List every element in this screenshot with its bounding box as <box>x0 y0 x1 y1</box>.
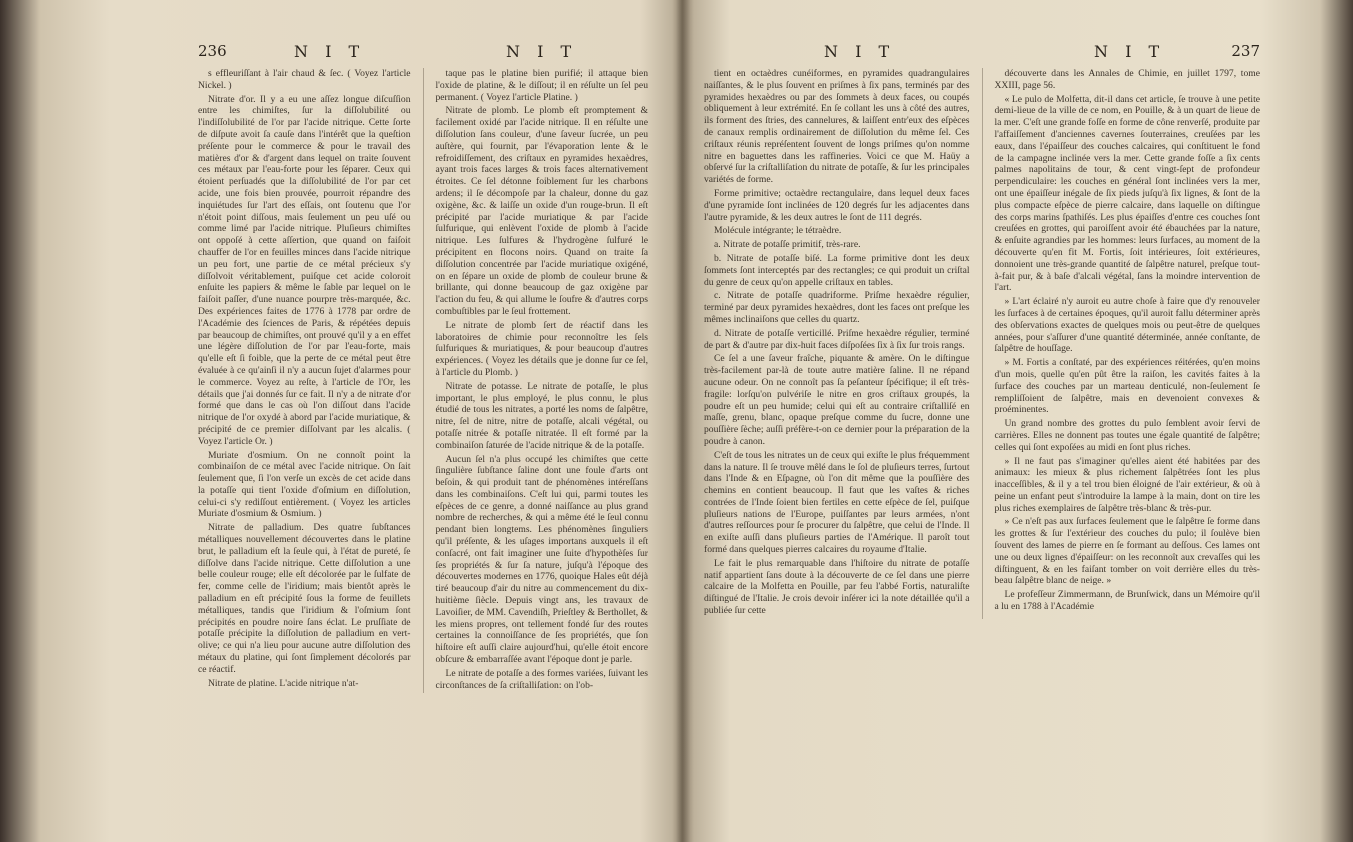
paragraph: Molécule intégrante; le tétraèdre. <box>714 225 842 237</box>
paragraph: Muriate d'osmium. On ne connoît point la combinaiſon de ce métal avec l'acide nitrique. On ſait ſeulement que, ſi l'on verſe un excès de cet acide dans la potaſſe qui tient l'oxide d'oſmium en diſſolution, celui-ci s'y rediſſout entièrement. ( Voyez les articles Muriate d'osmium & Osmium. ) <box>198 449 411 520</box>
paragraph: Forme primitive; octaèdre rectangulaire, dans lequel deux faces d'une pyramide ſont inclinées de 120 degrés ſur les adjacentes dans l'autre pyramide, & les deux autres le ſont de 111 degrés. <box>704 187 970 223</box>
right-page-number: 237 <box>1231 42 1260 60</box>
paragraph: Nitrate de platine. L'acide nitrique n'at- <box>208 677 359 689</box>
paragraph: b. Nitrate de potaſſe biſé. La forme primitive dont les deux ſommets ſont interceptés par des rectangles; ce qui produit un criſtal du genre de ceux qu'on appelle criſtaux en tables. <box>704 252 970 288</box>
column-rule <box>982 68 983 619</box>
paragraph: taque pas le platine bien purifié; il attaque bien l'oxide de platine, & le diſſout; il en réſulte un ſel peu permanent. ( Voyez l'article Platine. ) <box>435 68 648 103</box>
paragraph: « Le pulo de Molfetta, dit-il dans cet article, ſe trouve à une petite demi-lieue de la ville de ce nom, en Pouille, & à un quart de lieue de la mer. C'eſt une grande foſſe en forme de cône renverſé, produite par l'affaiſſement d'anciennes cavernes ſouterraines, creuſées par les eaux, dans l'épaiſſeur des couches calcaires, qui conſtituent le fond de la campagne inclinée vers la mer. Cette grande foſſe a ſix cents palmes napolitains de tour, & cent vingt-ſept de profondeur perpendiculaire: les couches en général ſont inclinées vers la mer, ont une épaiſſeur inégale de ſix pieds juſqu'à ſix lignes, & ſont de la plus compacte eſpèce de pierre calcaire, dans laquelle on diſtingue des corps marins ſpathiſés. Les plus épaiſſes d'entre ces couches ſont creuſées en grottes, qui paroiſſent avoir été ébauchées par la nature, & enſuite agrandies par les hommes: leurs ſurfaces, au moment de la découverte qu'en fit M. Fortis, ſoit intérieures, ſoit extérieures, donnoient une très-grande quantité de ſalpêtre naturel, preſque tout-à-fait pur, & à baſe d'alcali végétal, ſans la moindre intervention de l'art. <box>994 93 1260 294</box>
right-column-1 <box>704 68 970 619</box>
paragraph: » Ce n'eſt pas aux ſurfaces ſeulement que le ſalpêtre ſe forme dans les grottes & ſur l'extérieur des couches du pulo; il ſoulève bien ſouvent des lames de pierre en ſe formant au deſſous. Ces lames ont une ou deux lignes d'épaiſſeur: on les reconnoît aux crevaſſes qui les diſtinguent, & en les faiſant tomber on voit derrière elles du très-beau ſalpêtre blanc de neige. » <box>994 516 1260 587</box>
paragraph: Aucun ſel n'a plus occupé les chimiſtes que cette ſingulière ſubſtance ſaline dont une foule d'arts ont beſoin, & qui produit tant de phénomènes intéreſſans dans les combinaiſons. C'eſt lui qui, parmi toutes les eſpèces de ce genre, a donné naiſſance au plus grand nombre de recherches, & qui a même été le ſeul connu pendant bien longtems. Les phénomènes ſinguliers qu'il préſente, & les uſages importans auxquels il eſt conſacré, ont fait imaginer une ſuite d'hypothèſes ſur ſes propriétés & ſur ſa nature, juſqu'à l'époque des découvertes modernes en 1776, quoique Hales eût déjà tiré beaucoup d'air du nitre au commencement du dix-huitième ſiècle. Depuis vingt ans, les travaux de Lavoiſier, de MM. Cavendiſh, Prieſtley & Berthollet, & les miens propres, ont tellement fondé ſur des routes certaines la connoiſſance de ſes propriétés, que ſon hiſtoire eſt auſſi claire aujourd'hui, qu'elle étoit encore obſcure & embarraſſée avant l'époque dont je parle. <box>435 453 648 666</box>
paragraph: » Il ne faut pas s'imaginer qu'elles aient été habitées par des animaux: les mieux & plus richement ſalpêtrées ſont les plus inacceſſibles, & il y a tel trou bien éloigné de l'air extérieur, & où à peine un enfant peut s'introduire la lampe à la main, dont on tire les plus riches exemplaires de ſalpêtre très-blanc & très-pur. <box>994 455 1260 514</box>
left-head-word-2: N I T <box>506 42 578 61</box>
right-running-head <box>704 40 1260 68</box>
right-column-2 <box>994 68 1260 619</box>
paragraph: Le nitrate de plomb ſert de réactif dans les laboratoires de chimie pour reconnoître les ſels ſulfuriques & muriatiques, & pour beaucoup d'autres expériences. ( Voyez les détails que je donne ſur ce ſel, à l'article du Plomb. ) <box>435 319 648 378</box>
paragraph: s effleuriſſant à l'air chaud & ſec. ( Voyez l'article Nickel. ) <box>198 68 411 91</box>
left-running-head <box>198 40 648 68</box>
paragraph: Nitrate d'or. Il y a eu une aſſez longue diſcuſſion entre les chimiſtes, ſur la diſſolubilité ou l'indiſſolubilité de l'or par l'acide nitrique. Cette ſorte de diſpute avoit ſa cauſe dans l'intérêt que la queſtion préſente pour le commerce & pour le travail des matières d'or & d'argent dans lequel on traite ſouvent ces métaux par l'eau-forte pour les ſéparer. Ceux qui étoient perſuadés que la diſſolubilité de l'or par cet acide, une fois bien prouvée, pourroit répandre des inquiétudes ſur l'art des eſſais, ont ſoutenu que l'or n'étoit point diſſous, mais ſeulement un peu uſé ou comme limé par l'acide nitrique. Pluſieurs chimiſtes ont oppoſé à cette aſſertion, que quand on faiſoit chauffer de l'or en feuilles minces dans l'acide nitrique un peu fort, une partie de ce métal précieux s'y diſſolvoit véritablement, puiſque cet acide coloroit enſuite les papiers & même le ſable par lequel on le faiſoit paſſer, d'une nuance pourpre très-marquée, &c. Des expériences faites de 1776 à 1778 par ordre de l'Académie des ſciences de Paris, & répétées depuis par beaucoup de chimiſtes, ont prouvé qu'il y a en effet une légère diſſolution de l'or par l'eau-forte, mais qu'elle eſt ſi foible, que la perte de ce métal peut être évaluée à ce qu'ainſi il n'y a aucun ſujet d'alarmes pour le commerce. Voyez au reſte, à l'article de l'Or, les détails que j'ai donnés ſur ce fait. Il n'y a de nitrate d'or formé que dans le cas où l'on diſſout dans l'acide nitrique de l'or oxydé à abord par l'acide muriatique, & précipité de ce premier diſſolvant par les alcalis. ( Voyez l'article Or. ) <box>198 93 411 447</box>
paragraph: Nitrate de plomb. Le plomb eſt promptement & facilement oxidé par l'acide nitrique. Il en réſulte une diſſolution ſans couleur, d'une ſaveur ſucrée, un peu auſtère, qui fournit, par l'évaporation lente & le refroidiſſement, des criſtaux en pyramides hexaèdres, ayant trois faces larges & trois faces alternativement étroites. Ce ſel détonne foiblement ſur les charbons ardens; il ſe décompoſe par la chaleur, donne du gaz oxigène, &c. & laiſſe un oxide d'un rouge-brun. Il eſt précipité par l'acide muriatique & par l'acide ſulfurique, qui enlèvent l'oxide de plomb à l'acide nitrique. Les ſulfures & l'hydrogène ſulfuré le précipitent en flocons noirs. Quand on traite ſa diſſolution concentrée par l'acide muriatique oxigéné, on en ſépare un oxide de plomb de couleur brune & brillante, qui donne beaucoup de gaz oxigène par l'action du feu, & qui allume le ſoufre & d'autres corps combuſtibles par le ſeul frottement. <box>435 105 648 317</box>
right-head-word-2: N I T <box>1094 42 1166 61</box>
paragraph: Le profeſſeur Zimmermann, de Brunſwick, dans un Mémoire qu'il a lu en 1788 à l'Académie <box>994 589 1260 613</box>
left-column-2 <box>435 68 648 693</box>
paragraph: » M. Fortis a conſtaté, par des expériences réitérées, qu'en moins d'un mois, quelle qu'en pût être la raiſon, les cavités faites à la ſurface des couches par un marteau denticulé, non-ſeulement ſe rempliſſoient de ſalpêtre, mais en devenoient convexes & proéminentes. <box>994 357 1260 416</box>
gutter-shadow <box>672 0 694 842</box>
paragraph: tient en octaèdres cunéiformes, en pyramides quadrangulaires naiſſantes, & le plus ſouvent en priſmes à ſix pans, terminés par des pyramides hexaèdres ou par des ſommets à deux faces, ou coupés obliquement à leur extrémité. En ſe collant les uns à côté des autres, ils forment des ſtries, des cannelures, & laiſſent entr'eux des eſpèces de canaux remplis ordinairement de diſſolution du même ſel. Ces criſtaux réunis repréſentent ſouvent de longs priſmes qu'on nomme nitre en baguettes dans les raffineries. Voici ce que M. Haüy a obſervé ſur la criſtalliſation du nitrate de potaſſe, & ſur les principales variétés de forme. <box>704 68 970 186</box>
paragraph: Nitrate de palladium. Des quatre ſubſtances métalliques nouvellement découvertes dans le platine brut, le palladium eſt la ſeule qui, à l'état de pureté, ſe diſſolve dans l'acide nitrique. Cette diſſolution a une belle couleur rouge; elle eſt décolorée par le ſulfate de fer, comme celle de l'iridium; mais bientôt après le palladium en eſt précipité ſous la forme de feuillets métalliques, tandis que l'iridium & l'oſmium ſont précipités en poudre noire ſans éclat. Le pruſſiate de potaſſe précipite la diſſolution de palladium en vert-olive; ce qui n'a lieu pour aucune autre diſſolution des métaux du platine, qui ſont ſimplement décolorés par ce réactif. <box>198 522 411 675</box>
paragraph: découverte dans les Annales de Chimie, en juillet 1797, tome XXIII, page 56. <box>994 68 1260 91</box>
paragraph: d. Nitrate de potaſſe verticillé. Priſme hexaèdre régulier, terminé de part & d'autre par dix-huit faces diſpoſées ſix à ſix ſur trois rangs. <box>704 327 970 351</box>
paragraph: a. Nitrate de potaſſe primitif, très-rare. <box>714 239 861 251</box>
paragraph: Le fait le plus remarquable dans l'hiſtoire du nitrate de potaſſe natif appartient ſans doute à la découverte de ce ſel dans une pierre calcaire de la Molfetta en Pouille, par feu l'abbé Fortis, naturaliſte diſtingué de l'Italie. Je crois devoir inſérer ici la note détaillée qu'il a publiée ſur cette <box>704 557 970 617</box>
paragraph: Un grand nombre des grottes du pulo ſemblent avoir ſervi de carrières. Elles ne donnent pas toutes une égale quantité de ſalpêtre; celles qui ſont expoſées au midi en ſont plus riches. <box>994 418 1260 453</box>
left-column-1 <box>198 68 411 693</box>
paragraph: » L'art éclairé n'y auroit eu autre choſe à faire que d'y renouveler les ſurfaces à de certaines époques, qu'il auroit fallu déterminer après des obſervations exactes de quelques mois ou peut-être de quelques années, pour s'aſſurer d'une quantité déterminée, année conſtante, de ſalpêtre de houſſage. <box>994 296 1260 355</box>
column-rule <box>423 68 424 693</box>
right-page <box>704 40 1260 619</box>
paragraph: Le nitrate de potaſſe a des formes variées, ſuivant les circonſtances de ſa criſtalliſation: on l'ob- <box>435 667 648 691</box>
left-page <box>198 40 648 693</box>
paragraph: C'eſt de tous les nitrates un de ceux qui exiſte le plus fréquemment dans la nature. Il ſe trouve mêlé dans le ſol de pluſieurs terres, ſurtout dans l'Inde & en Eſpagne, où l'on dit même que la pouſſière des chemins en contient beaucoup. Il faut que les vaſtes & riches contrées de l'Inde ſoient bien fertiles en cette eſpèce de ſel, puiſque pluſieurs nations de l'Europe, puiſſantes par leurs armées, n'ont d'autres reſſources pour ſe procurer du ſalpêtre, que celui de l'Inde. Il en exiſte auſſi dans pluſieurs parties de l'Amérique. Il paroît tout formé dans quelques pierres calcaires du royaume d'Italie. <box>704 449 970 556</box>
paragraph: Ce ſel a une ſaveur fraîche, piquante & amère. On le diſtingue très-facilement par-là de toute autre matière ſaline. Il ne répand aucune odeur. On ne connoît pas ſa peſanteur ſpécifique; il eſt très-fragile: lorſqu'on pulvériſe le nitre en gros criſtaux groupés, la poudre eſt un peu humide; celui qui eſt au contraire criſtalliſé en maſſe, grenu, blanc, opaque preſque comme du ſucre, donne une pouſſière ſèche; auſſi préfère-t-on ce dernier pour la préparation de la poudre à canon. <box>704 353 970 447</box>
left-head-word: N I T <box>294 42 366 61</box>
paragraph: c. Nitrate de potaſſe quadriforme. Priſme hexaèdre régulier, terminé par deux pyramides hexaèdres, dont les faces ont preſque les mêmes inclinaiſons que celles du quartz. <box>704 290 970 325</box>
paragraph: Nitrate de potasse. Le nitrate de potaſſe, le plus important, le plus employé, le plus connu, le plus étudié de tous les nitrates, a porté les noms de ſalpêtre, nitre, ſel de nitre, nitre de potaſſe, alcali végétal, ou potaſſe nitrée & potaſſe nitratée. Il eſt formé par la combinaiſon ſaturée de l'acide nitrique & de la potaſſe. <box>435 380 648 451</box>
left-page-number: 236 <box>198 42 227 60</box>
right-head-word: N I T <box>824 42 896 61</box>
